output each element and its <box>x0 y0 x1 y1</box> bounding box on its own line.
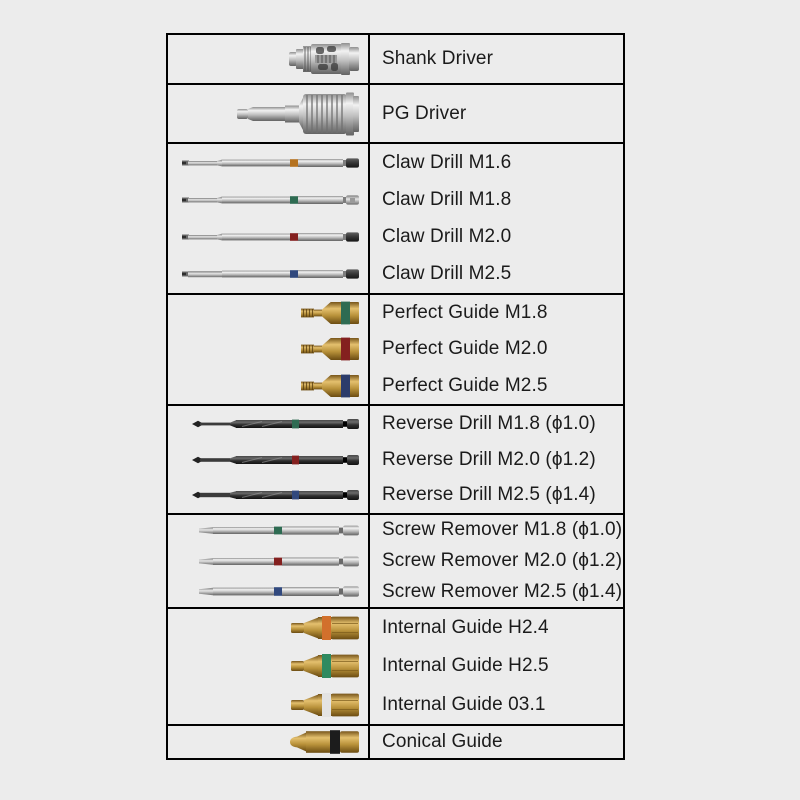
tool-label-cell <box>370 726 623 758</box>
claw-drill-image <box>182 194 359 206</box>
tool-image-slot <box>168 726 368 758</box>
tool-label-cell <box>370 609 623 724</box>
tool-label-slot <box>370 477 623 513</box>
tool-label: Claw Drill M1.6 <box>382 151 512 173</box>
tool-image-slot <box>168 515 368 546</box>
tool-label: Internal Guide H2.4 <box>382 617 549 639</box>
tool-label-slot <box>370 726 623 758</box>
tool-image-slot <box>168 85 368 142</box>
tool-label-slot <box>370 442 623 478</box>
tool-image-cell <box>168 85 370 142</box>
tool-label: Screw Remover M1.8 (ϕ1.0) <box>382 519 623 541</box>
table-row-reverse-drill <box>168 404 623 513</box>
tool-label: Screw Remover M2.0 (ϕ1.2) <box>382 550 623 571</box>
tool-label-slot <box>370 406 623 442</box>
tool-label-cell <box>370 515 623 607</box>
tool-image-cell <box>168 726 370 758</box>
tool-label: Screw Remover M2.5 (ϕ1.4) <box>382 580 623 602</box>
internal-guide-image <box>291 652 359 680</box>
tool-image-slot <box>168 546 368 577</box>
reverse-drill-image <box>192 453 359 467</box>
product-catalog-table <box>166 33 625 760</box>
tool-image-slot <box>168 477 368 513</box>
tool-image-cell <box>168 295 370 404</box>
tool-label-cell <box>370 295 623 404</box>
tool-label: Conical Guide <box>382 731 503 752</box>
tool-label: Internal Guide 03.1 <box>382 693 546 715</box>
tool-label: Reverse Drill M2.0 (ϕ1.2) <box>382 448 596 470</box>
screw-remover-image <box>199 555 359 568</box>
screw-remover-image <box>199 585 359 598</box>
screw-remover-image <box>199 524 359 537</box>
tool-label-cell <box>370 406 623 513</box>
perfect-guide-image <box>301 336 359 362</box>
pg-driver-image <box>237 92 359 136</box>
table-row-perfect-guide <box>168 293 623 404</box>
tool-label-slot <box>370 144 623 181</box>
tool-label-slot <box>370 647 623 685</box>
tool-label: Perfect Guide M2.0 <box>382 338 548 360</box>
tool-label-slot <box>370 609 623 647</box>
claw-drill-image <box>182 157 359 169</box>
tool-label-slot <box>370 85 623 142</box>
tool-image-slot <box>168 35 368 83</box>
tool-image-slot <box>168 256 368 293</box>
tool-label-slot <box>370 35 623 83</box>
claw-drill-image <box>182 231 359 243</box>
tool-image-slot <box>168 576 368 607</box>
tool-label: Claw Drill M2.5 <box>382 263 512 285</box>
tool-label-cell <box>370 35 623 83</box>
tool-label-slot <box>370 686 623 724</box>
table-row-pg-driver <box>168 83 623 142</box>
tool-label: Shank Driver <box>382 48 494 69</box>
internal-guide-image <box>291 691 359 719</box>
conical-guide-image <box>287 728 359 756</box>
tool-label: Perfect Guide M1.8 <box>382 302 548 324</box>
tool-image-slot <box>168 181 368 218</box>
tool-label-slot <box>370 546 623 577</box>
tool-image-cell <box>168 609 370 724</box>
tool-image-slot <box>168 686 368 724</box>
tool-label-slot <box>370 515 623 546</box>
reverse-drill-image <box>192 417 359 431</box>
tool-label-slot <box>370 219 623 256</box>
tool-image-cell <box>168 515 370 607</box>
tool-image-cell <box>168 406 370 513</box>
tool-label: PG Driver <box>382 102 467 124</box>
tool-image-slot <box>168 647 368 685</box>
table-row-claw-drill <box>168 142 623 293</box>
reverse-drill-image <box>192 488 359 502</box>
tool-image-cell <box>168 35 370 83</box>
tool-label-slot <box>370 295 623 331</box>
tool-image-slot <box>168 331 368 367</box>
tool-label-slot <box>370 181 623 218</box>
tool-label: Perfect Guide M2.5 <box>382 374 548 396</box>
tool-label-slot <box>370 576 623 607</box>
table-row-screw-remover <box>168 513 623 607</box>
tool-image-slot <box>168 368 368 404</box>
tool-image-slot <box>168 609 368 647</box>
tool-label-cell <box>370 144 623 293</box>
table-row-conical-guide <box>168 724 623 758</box>
internal-guide-image <box>291 614 359 642</box>
tool-label-slot <box>370 368 623 404</box>
tool-image-slot <box>168 295 368 331</box>
claw-drill-image <box>182 268 359 280</box>
tool-label-slot <box>370 256 623 293</box>
perfect-guide-image <box>301 373 359 399</box>
tool-image-cell <box>168 144 370 293</box>
tool-label-slot <box>370 331 623 367</box>
tool-label: Internal Guide H2.5 <box>382 655 549 677</box>
tool-image-slot <box>168 442 368 478</box>
shank-driver-image <box>289 40 359 78</box>
tool-label: Reverse Drill M1.8 (ϕ1.0) <box>382 412 596 434</box>
tool-label: Claw Drill M1.8 <box>382 188 512 210</box>
table-row-internal-guide <box>168 607 623 724</box>
tool-label: Reverse Drill M2.5 (ϕ1.4) <box>382 484 596 506</box>
tool-image-slot <box>168 406 368 442</box>
tool-image-slot <box>168 219 368 256</box>
tool-image-slot <box>168 144 368 181</box>
table-row-shank-driver <box>168 35 623 83</box>
perfect-guide-image <box>301 300 359 326</box>
tool-label-cell <box>370 85 623 142</box>
tool-label: Claw Drill M2.0 <box>382 226 512 248</box>
